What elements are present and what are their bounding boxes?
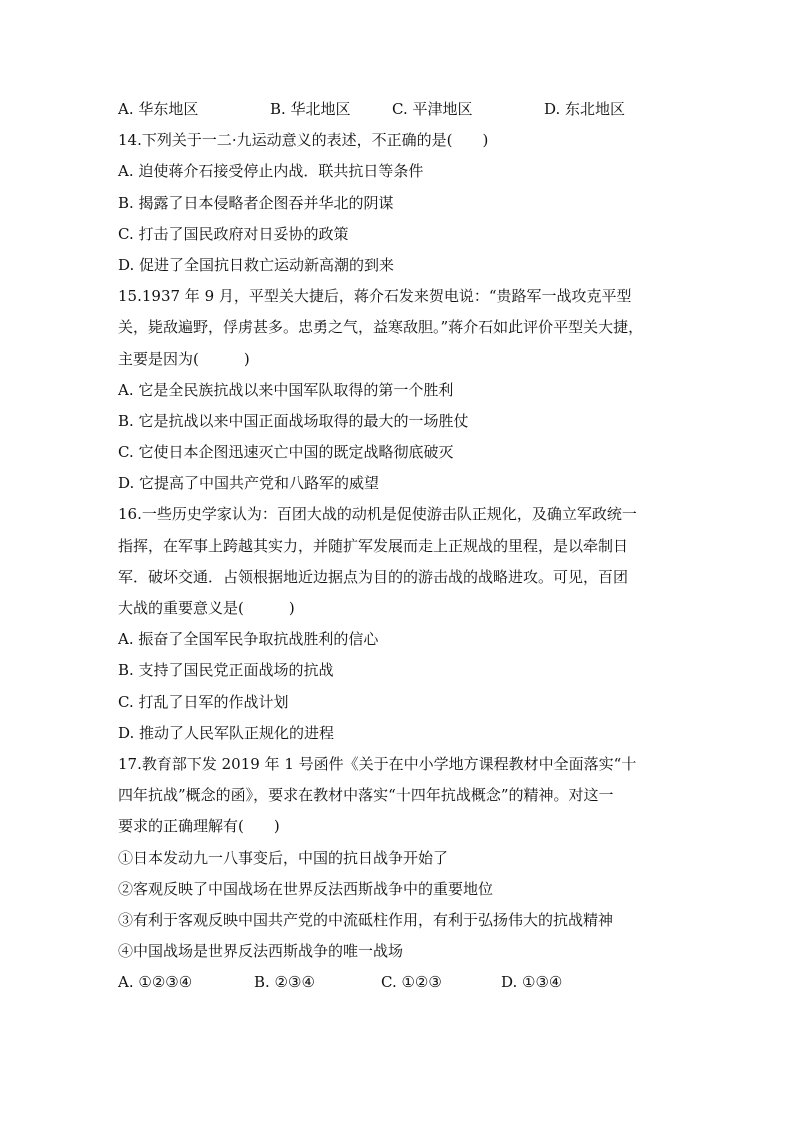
q17-option-c: C. ①②③ [381,973,442,992]
q16-option-b: B. 支持了国民党正面战场的抗战 [118,661,334,680]
q17-stem-line: 四年抗战”概念的函》，要求在教材中落实“十四年抗战概念”的精神。对这一 [118,786,614,805]
q13-options [118,94,678,125]
q17-stem-line: 要求的正确理解有( ) [118,817,280,836]
q17-statement-4: ④中国战场是世界反法西斯战争的唯一战场 [118,942,404,961]
q13-option-a: A. 华东地区 [118,100,199,118]
q15-stem-line: 关，毙敌遍野，俘虏甚多。忠勇之气，益寒敌胆。”蒋介石如此评价平型关大捷， [118,318,644,337]
q14-option-b: B. 揭露了日本侵略者企图吞并华北的阴谋 [118,193,394,212]
q13-option-d: D. 东北地区 [544,100,626,118]
q15-option-c: C. 它使日本企图迅速灭亡中国的既定战略彻底破灭 [118,443,454,462]
q13-option-c: C. 平津地区 [392,100,473,118]
q16-stem-line: 16.一些历史学家认为：百团大战的动机是促使游击队正规化，及确立军政统一 [118,505,637,524]
q15-stem-line: 15.1937 年 9 月，平型关大捷后，蒋介石发来贺电说：“贵路军一战攻克平型 [118,287,632,306]
q15-stem-line: 主要是因为( ) [118,349,250,368]
q15-option-a: A. 它是全民族抗战以来中国军队取得的第一个胜利 [118,380,454,399]
q16-stem-line: 大战的重要意义是( ) [118,599,295,617]
q13-option-b: B. 华北地区 [270,100,351,118]
q16-stem-line: 军．破坏交通．占领根据地近边据点为目的的游击战的战略进攻。可见，百团 [118,567,629,586]
q16-stem-line: 指挥，在军事上跨越其实力，并随扩军发展而走上正规战的里程，是以牵制日 [118,536,629,555]
q15-option-d: D. 它提高了中国共产党和八路军的威望 [118,474,380,493]
q15-option-b: B. 它是抗战以来中国正面战场取得的最大的一场胜仗 [118,411,469,430]
q14-option-d: D. 促进了全国抗日救亡运动新高潮的到来 [118,255,395,274]
q17-statement-2: ②客观反映了中国战场在世界反法西斯战争中的重要地位 [118,879,494,898]
q16-option-d: D. 推动了人民军队正规化的进程 [118,723,335,742]
q17-option-a: A. ①②③④ [118,973,193,992]
q14-option-a: A. 迫使蒋介石接受停止内战．联共抗日等条件 [118,162,424,181]
q16-option-c: C. 打乱了日军的作战计划 [118,692,289,711]
q16-option-a: A. 振奋了全国军民争取抗战胜利的信心 [118,630,379,649]
q17-stem-line: 17.教育部下发 2019 年 1 号函件《关于在中小学地方课程教材中全面落实“十 [118,754,637,773]
q14-stem: 14.下列关于一二·九运动意义的表述，不正确的是( ) [118,131,489,150]
q17-option-b: B. ②③④ [254,973,315,992]
q14-option-c: C. 打击了国民政府对日妥协的政策 [118,224,349,243]
q17-option-d: D. ①③④ [501,973,563,992]
exam-page [118,94,678,998]
q17-statement-3: ③有利于客观反映中国共产党的中流砥柱作用，有利于弘扬伟大的抗战精神 [118,910,614,929]
q17-options [118,967,678,998]
q17-statement-1: ①日本发动九一八事变后，中国的抗日战争开始了 [118,848,449,867]
